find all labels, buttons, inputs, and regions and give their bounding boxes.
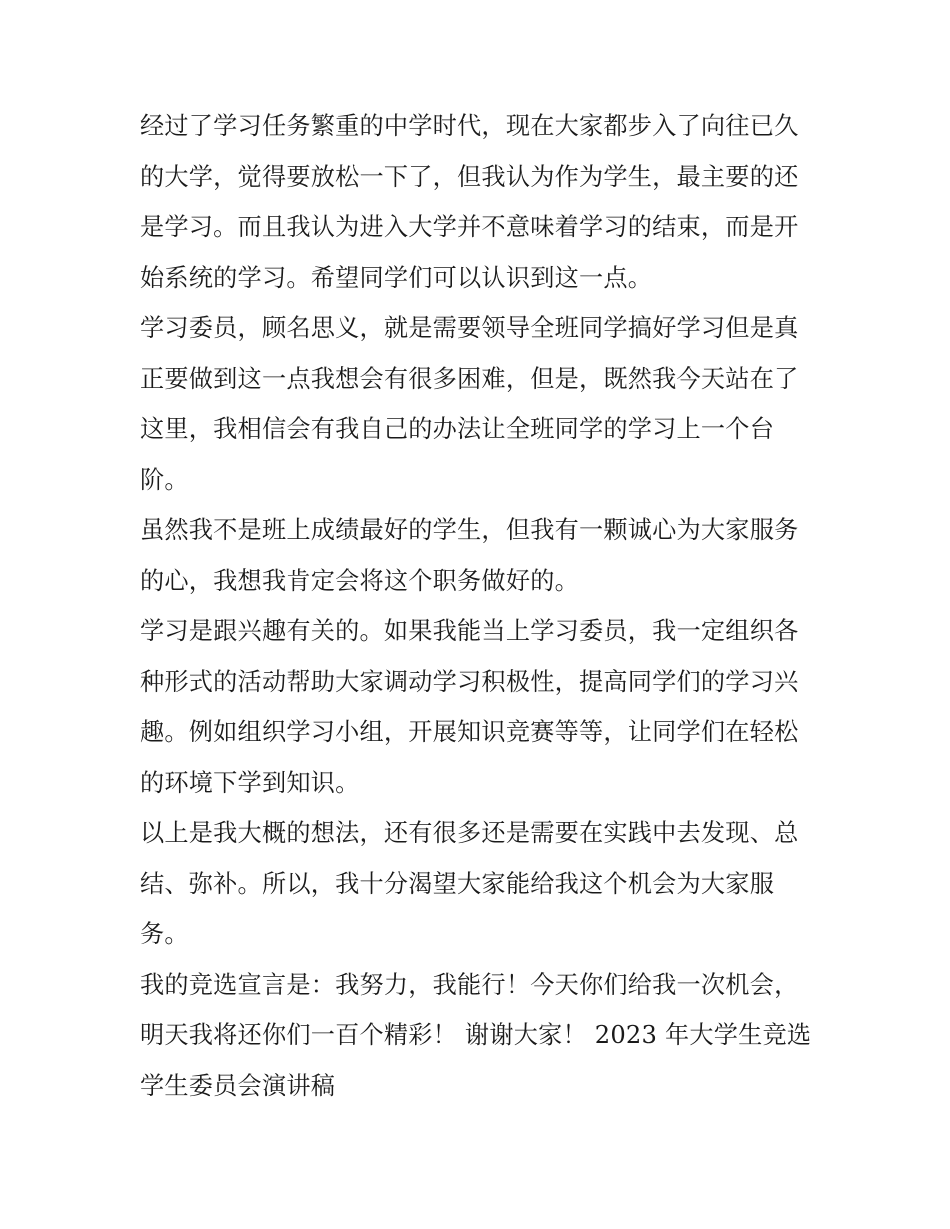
text-line: 的大学，觉得要放松一下了，但我认为作为学生，最主要的还 — [140, 162, 799, 191]
text-line: 以上是我大概的想法，还有很多还是需要在实践中去发现、总 — [140, 819, 799, 847]
text-line: 这里，我相信会有我自己的办法让全班同学的学习上一个台 — [140, 415, 775, 443]
text-line: 经过了学习任务繁重的中学时代，现在大家都步入了向往已久 — [140, 112, 799, 140]
text-line: 种形式的活动帮助大家调动学习积极性，提高同学们的学习兴 — [140, 667, 799, 696]
text-line: 趣。例如组织学习小组，开展知识竞赛等等，让同学们在轻松 — [140, 718, 799, 746]
text-line: 的环境下学到知识。 — [140, 768, 360, 797]
text-line: 结、弥补。所以，我十分渴望大家能给我这个机会为大家服 — [140, 869, 775, 898]
text-line: 正要做到这一点我想会有很多困难，但是，既然我今天站在了 — [140, 364, 799, 393]
text-line: 学习委员，顾名思义，就是需要领导全班同学搞好学习但是真 — [140, 314, 799, 342]
text-line: 始系统的学习。希望同学们可以认识到这一点。 — [140, 263, 653, 292]
text-line: 学习是跟兴趣有关的。如果我能当上学习委员，我一定组织各 — [140, 617, 799, 645]
text-line: 我的竞选宣言是：我努力，我能行！今天你们给我一次机会， — [140, 970, 799, 999]
text-line: 学生委员会演讲稿 — [140, 1071, 336, 1100]
text-line: 务。 — [140, 920, 189, 948]
text-line: 虽然我不是班上成绩最好的学生，但我有一颗诚心为大家服务 — [140, 516, 799, 544]
text-line: 的心，我想我肯定会将这个职务做好的。 — [140, 566, 579, 595]
document-body — [140, 101, 820, 1111]
text-line: 阶。 — [140, 465, 189, 494]
text-line: 是学习。而且我认为进入大学并不意味着学习的结束，而是开 — [140, 213, 799, 241]
text-line: 明天我将还你们一百个精彩！ 谢谢大家！ 2023 年大学生竞选 — [140, 1021, 812, 1049]
